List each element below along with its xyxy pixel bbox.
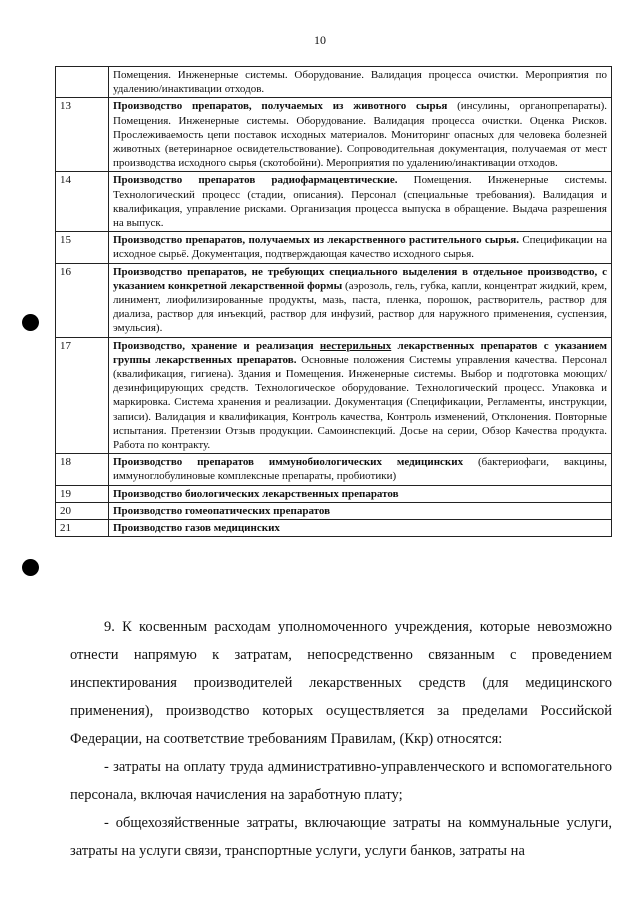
row-number: 13 <box>56 98 109 172</box>
bullet-item: - затраты на оплату труда административно-управленческого и вспомогательного персонала, включая начисления на заработную плату; <box>70 759 612 803</box>
row-number: 16 <box>56 263 109 337</box>
row-heading-underlined: нестерильных <box>319 339 392 352</box>
row-heading: Производство препаратов, не требующих специального выделения в отдельное производство, с указанием конкретной лекарственной формы <box>113 265 607 292</box>
page-number: 10 <box>314 33 326 47</box>
row-text <box>109 263 612 337</box>
row-number: 17 <box>56 337 109 454</box>
table-row <box>56 485 612 502</box>
row-heading: Производство препаратов, получаемых из лекарственного растительного сырья. <box>113 234 520 247</box>
row-text <box>109 337 612 454</box>
row-number: 14 <box>56 172 109 232</box>
row-number: 19 <box>56 485 109 502</box>
row-body: (бактериофаги, вакцины, иммуноглобулиновые комплексные препараты, пробиотики) <box>113 456 607 483</box>
row-text <box>109 172 612 232</box>
row-text <box>109 485 612 502</box>
table-row <box>56 337 612 454</box>
row-heading: Производство препаратов радиофармацевтические. <box>113 174 398 187</box>
row-number: 15 <box>56 232 109 263</box>
row-text <box>109 98 612 172</box>
row-body: Помещения. Инженерные системы. Оборудование. Валидация процесса очистки. Мероприятия по удалению/инактивации отходов. <box>113 69 607 96</box>
table-row <box>56 502 612 519</box>
row-number: 18 <box>56 454 109 485</box>
table-row <box>56 67 612 98</box>
inspection-items-table <box>55 66 612 537</box>
punch-hole <box>22 559 39 576</box>
table-row <box>56 454 612 485</box>
table-row <box>56 520 612 537</box>
row-body: (инсулины, органопрепараты). Помещения. Инженерные системы. Оборудование. Валидация процесса очистки. Оценка Рисков. Прослеживаемость цепи поставок исходных материалов. Мониторинг опасных для человека болезней животных (ветеринарное освидетельствование). Сопроводительная документация, получаемая от мест производства исходного сырья (скотобойни). Мероприятия по удалению/инактивации отходов. <box>113 100 607 170</box>
row-text <box>109 520 612 537</box>
row-heading: Производство гомеопатических препаратов <box>113 504 331 517</box>
row-body: (аэрозоль, гель, губка, капли, концентрат жидкий, крем, линимент, лиофилизированные продукты, мазь, паста, пленка, порошок, растворитель, раствор для диализа, раствор для инъекций, раствор для инфузий, раствор для наружного применения, суспензия, эмульсия). <box>113 279 607 335</box>
row-heading-part: лекарственных препаратов с указанием группы лекарственных препаратов. <box>113 339 607 366</box>
row-text <box>109 232 612 263</box>
row-body: Помещения. Инженерные системы. Технологический процесс (стадии, описания). Персонал (специальные требования). Валидация и квалификация, управление рисками. Организация процесса выпуска в обращение. Выдача разрешения на выпуск. <box>113 174 607 230</box>
row-body: Спецификации на исходное сырьё. Документация, подтверждающая качество исходного сырья. <box>113 234 607 261</box>
row-number <box>56 67 109 98</box>
table-row <box>56 232 612 263</box>
row-heading: Производство биологических лекарственных препаратов <box>113 487 399 500</box>
table-row <box>56 263 612 337</box>
table-row <box>56 172 612 232</box>
row-text <box>109 67 612 98</box>
row-heading: Производство препаратов иммунобиологических медицинских <box>113 456 464 469</box>
row-number: 21 <box>56 520 109 537</box>
row-text <box>109 502 612 519</box>
row-heading: Производство газов медицинских <box>113 522 280 535</box>
row-number: 20 <box>56 502 109 519</box>
bullet-item: - общехозяйственные затраты, включающие затраты на коммунальные услуги, затраты на услуги связи, транспортные услуги, услуги банков, затраты на <box>70 815 612 859</box>
table-row <box>56 98 612 172</box>
row-body: Основные положения Системы управления качества. Персонал (квалификация, гигиена). Здания и Помещения. Инженерные системы. Выбор и подготовка моющих/дезинфицирующих средств. Технологическое оборудование. Технологический процесс. Упаковка и маркировка. Система хранения и реализации. Документация (Спецификации, Регламенты, инструкции, записи). Валидация и квалификация, Контроль качества, Контроль изменений, Отклонения. Повторные испытания. Претензии Отзыв продукции. Самоинспекций. Досье на серии, Обзор Качества продукта. Работа по контракту. <box>113 353 607 452</box>
row-heading: Производство препаратов, получаемых из животного сырья <box>113 100 448 113</box>
paragraph-9: 9. К косвенным расходам уполномоченного учреждения, которые невозможно отнести напрямую к затратам, непосредственно связанным с проведением инспектирования производителей лекарственных средств (для медицинского применения), производство которых осуществляется за пределами Российской Федерации, на соответствие требованиям Правилам, (Ккр) относятся: <box>70 619 612 747</box>
row-heading-part: Производство, хранение и реализация <box>113 339 320 352</box>
punch-hole <box>22 314 39 331</box>
row-text <box>109 454 612 485</box>
